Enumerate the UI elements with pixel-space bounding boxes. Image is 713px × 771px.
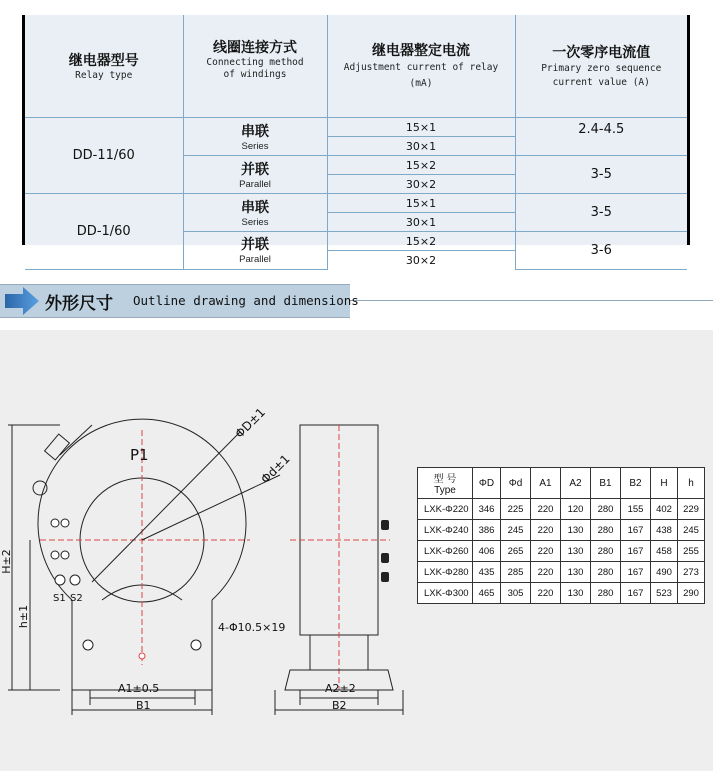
label-s2: S2 bbox=[70, 593, 83, 604]
section-title-cn: 外形尺寸 bbox=[45, 294, 113, 314]
table-row bbox=[418, 541, 705, 562]
primary-current-cell: 2.4-4.5 bbox=[515, 118, 687, 156]
value-cell: 167 bbox=[621, 520, 651, 541]
type-cell: LXK-Φ280 bbox=[418, 562, 473, 583]
value-cell: 255 bbox=[678, 541, 705, 562]
header-adjustment-cn: 继电器整定电流 bbox=[372, 43, 470, 59]
value-cell: 465 bbox=[473, 583, 501, 604]
header-adjustment-en: Adjustment current of relay (mA) bbox=[343, 62, 499, 89]
dimension-header-row bbox=[418, 468, 705, 499]
value-cell: 130 bbox=[561, 583, 591, 604]
value-cell: 290 bbox=[678, 583, 705, 604]
value-cell: 305 bbox=[501, 583, 531, 604]
value-cell: 167 bbox=[621, 562, 651, 583]
connection-cn: 并联 bbox=[241, 161, 269, 178]
value-cell: 120 bbox=[561, 499, 591, 520]
value-cell: 280 bbox=[591, 541, 621, 562]
setting-cell: 30×1 bbox=[327, 213, 515, 232]
connection-cell bbox=[183, 156, 327, 194]
type-header bbox=[418, 468, 473, 499]
label-b2: B2 bbox=[332, 699, 347, 712]
value-cell: 458 bbox=[651, 541, 678, 562]
value-cell: 167 bbox=[621, 541, 651, 562]
label-center-height: h±1 bbox=[17, 604, 31, 629]
column-header: A1 bbox=[531, 468, 561, 499]
header-connecting-cn: 线圈连接方式 bbox=[213, 40, 297, 56]
value-cell: 285 bbox=[501, 562, 531, 583]
spec-header-row bbox=[25, 15, 687, 118]
table-row bbox=[418, 562, 705, 583]
column-header: A2 bbox=[561, 468, 591, 499]
type-cell: LXK-Φ300 bbox=[418, 583, 473, 604]
header-connecting-method bbox=[183, 15, 327, 118]
header-primary-current bbox=[515, 15, 687, 118]
column-header: B2 bbox=[621, 468, 651, 499]
label-a2: A2±2 bbox=[325, 682, 356, 695]
value-cell: 229 bbox=[678, 499, 705, 520]
dimension-table bbox=[417, 467, 705, 604]
value-cell: 438 bbox=[651, 520, 678, 541]
type-cell: LXK-Φ240 bbox=[418, 520, 473, 541]
type-cell: LXK-Φ220 bbox=[418, 499, 473, 520]
value-cell: 245 bbox=[501, 520, 531, 541]
header-relay-type bbox=[25, 15, 183, 118]
value-cell: 265 bbox=[501, 541, 531, 562]
dimension-rows bbox=[418, 499, 705, 604]
setting-cell: 15×2 bbox=[327, 232, 515, 251]
table-row bbox=[25, 118, 687, 137]
arrow-right-icon bbox=[5, 287, 41, 315]
setting-cell: 15×2 bbox=[327, 156, 515, 175]
value-cell: 402 bbox=[651, 499, 678, 520]
setting-cell: 15×1 bbox=[327, 118, 515, 137]
value-cell: 220 bbox=[531, 520, 561, 541]
column-header: h bbox=[678, 468, 705, 499]
table-row bbox=[418, 520, 705, 541]
header-primary-en: Primary zero sequence current value (A) bbox=[541, 63, 662, 88]
value-cell: 220 bbox=[531, 499, 561, 520]
connection-cn: 并联 bbox=[241, 237, 269, 254]
value-cell: 167 bbox=[621, 583, 651, 604]
value-cell: 280 bbox=[591, 562, 621, 583]
model-cell: DD-1/60 bbox=[25, 194, 183, 270]
label-p1: P1 bbox=[130, 446, 149, 464]
column-header: H bbox=[651, 468, 678, 499]
connection-cn: 串联 bbox=[241, 199, 269, 216]
value-cell: 280 bbox=[591, 520, 621, 541]
table-row bbox=[418, 583, 705, 604]
type-header-cn: 型 号 bbox=[433, 474, 457, 485]
connection-en: Series bbox=[241, 216, 269, 228]
value-cell: 280 bbox=[591, 583, 621, 604]
value-cell: 225 bbox=[501, 499, 531, 520]
column-header: Φd bbox=[501, 468, 531, 499]
value-cell: 386 bbox=[473, 520, 501, 541]
header-adjustment-current bbox=[327, 15, 515, 118]
value-cell: 346 bbox=[473, 499, 501, 520]
value-cell: 130 bbox=[561, 541, 591, 562]
table-row bbox=[418, 499, 705, 520]
header-relay-type-cn: 继电器型号 bbox=[68, 53, 139, 69]
value-cell: 130 bbox=[561, 562, 591, 583]
section-header-rule bbox=[350, 300, 713, 301]
header-connecting-en: Connecting method of windings bbox=[206, 57, 304, 80]
value-cell: 155 bbox=[621, 499, 651, 520]
label-mounting-holes: 4-Φ10.5×19 bbox=[218, 621, 286, 634]
value-cell: 435 bbox=[473, 562, 501, 583]
connection-en: Parallel bbox=[239, 178, 271, 190]
value-cell: 130 bbox=[561, 520, 591, 541]
value-cell: 280 bbox=[591, 499, 621, 520]
label-inner-diameter: Φd±1 bbox=[258, 451, 293, 487]
value-cell: 245 bbox=[678, 520, 705, 541]
value-cell: 273 bbox=[678, 562, 705, 583]
value-cell: 220 bbox=[531, 583, 561, 604]
label-outer-diameter: ΦD±1 bbox=[232, 405, 268, 441]
relay-spec-table bbox=[25, 15, 687, 270]
header-relay-type-en: Relay type bbox=[75, 70, 133, 81]
column-header: ΦD bbox=[473, 468, 501, 499]
type-header-en: Type bbox=[434, 485, 456, 496]
label-height: H±2 bbox=[0, 549, 13, 574]
label-b1: B1 bbox=[136, 699, 151, 712]
connection-cell bbox=[183, 118, 327, 156]
value-cell: 406 bbox=[473, 541, 501, 562]
connection-cell bbox=[183, 232, 327, 270]
setting-cell: 30×1 bbox=[327, 137, 515, 156]
connection-cn: 串联 bbox=[241, 123, 269, 140]
connection-en: Series bbox=[241, 140, 269, 152]
primary-current-cell: 3-5 bbox=[515, 194, 687, 232]
setting-cell: 15×1 bbox=[327, 194, 515, 213]
value-cell: 220 bbox=[531, 541, 561, 562]
side-view bbox=[275, 425, 403, 715]
value-cell: 220 bbox=[531, 562, 561, 583]
primary-current-cell: 3-5 bbox=[515, 156, 687, 194]
header-primary-cn: 一次零序电流值 bbox=[552, 45, 651, 61]
column-header: B1 bbox=[591, 468, 621, 499]
table-row bbox=[25, 194, 687, 213]
connection-cell bbox=[183, 194, 327, 232]
setting-cell: 30×2 bbox=[327, 251, 515, 270]
primary-current-cell: 3-6 bbox=[515, 232, 687, 270]
value-cell: 490 bbox=[651, 562, 678, 583]
label-s1: S1 bbox=[53, 593, 66, 604]
value-cell: 523 bbox=[651, 583, 678, 604]
type-cell: LXK-Φ260 bbox=[418, 541, 473, 562]
setting-cell: 30×2 bbox=[327, 175, 515, 194]
connection-en: Parallel bbox=[239, 254, 271, 266]
section-title-en: Outline drawing and dimensions bbox=[133, 293, 359, 308]
model-cell: DD-11/60 bbox=[25, 118, 183, 194]
label-a1: A1±0.5 bbox=[118, 682, 160, 695]
